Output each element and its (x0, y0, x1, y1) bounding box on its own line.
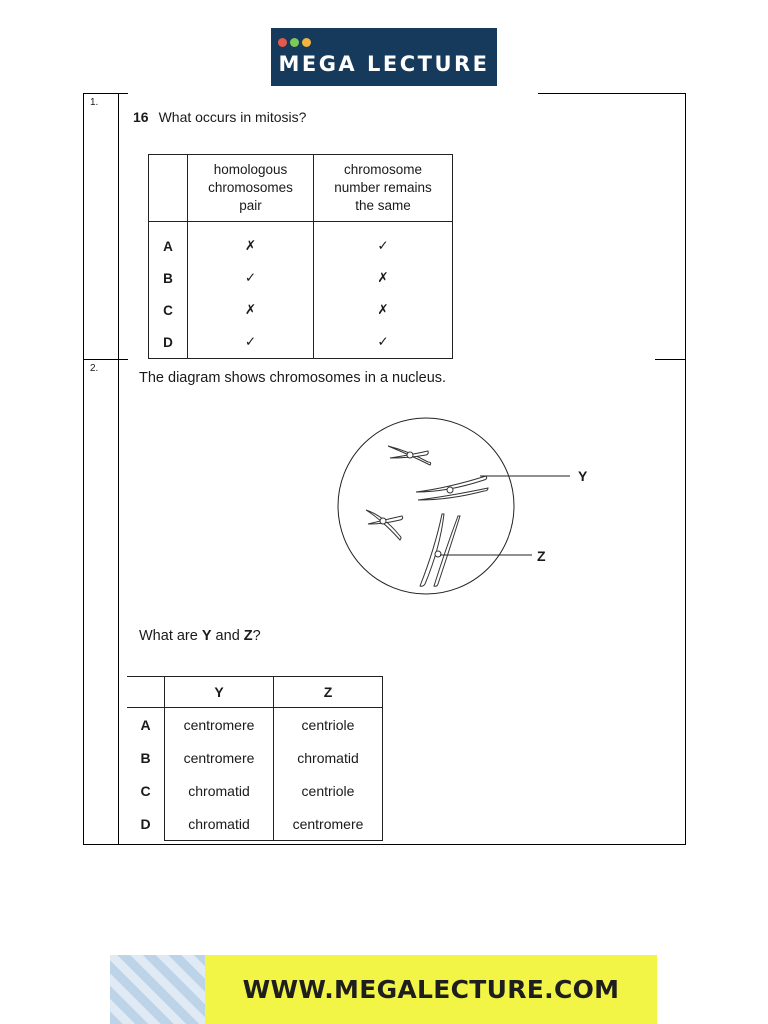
logo-dot-orange (302, 38, 311, 47)
frame-right-border (685, 93, 686, 845)
option-letter: A (140, 716, 151, 733)
logo-dots (278, 38, 311, 47)
table-header-row (149, 155, 453, 222)
frame-number-column-divider (118, 93, 119, 845)
table-row (149, 262, 453, 294)
prompt-part-bold: Y (201, 628, 212, 644)
cell-z: chromatid (274, 741, 383, 774)
question-1-heading (133, 109, 306, 125)
option-letter: D (149, 326, 188, 359)
frame-bottom (83, 844, 686, 845)
cell-y: centromere (165, 741, 274, 774)
table-row (149, 222, 453, 263)
chromosome (366, 446, 488, 586)
header-line: pair (239, 198, 262, 213)
prompt-part-bold: Z (243, 628, 253, 644)
cell-chromosome-number: ✓ (314, 222, 453, 263)
option-letter: C (140, 782, 151, 799)
table-row (149, 294, 453, 326)
nucleus-outline (338, 418, 514, 594)
diagram-label-y: Y (578, 468, 588, 484)
cell-y: chromatid (165, 807, 274, 841)
option-letter: A (149, 222, 188, 263)
logo-dot-green (290, 38, 299, 47)
footer-stripe-decoration (110, 955, 205, 1024)
table-header-row (127, 677, 383, 708)
cell-z: centriole (274, 774, 383, 807)
option-letter: D (140, 815, 151, 832)
mega-lecture-logo (271, 28, 497, 86)
table-header-y: Y (165, 677, 274, 708)
question-1-text: What occurs in mitosis? (158, 109, 307, 125)
cell-homologous: ✓ (188, 262, 314, 294)
logo-wordmark: MEGA LECTURE (278, 52, 490, 76)
cell-y: chromatid (165, 774, 274, 807)
table-header-blank (149, 155, 188, 222)
cell-homologous: ✗ (188, 294, 314, 326)
prompt-part: and (211, 628, 244, 644)
question-2-prompt (139, 628, 261, 644)
cell-y: centromere (165, 708, 274, 742)
cell-chromosome-number: ✗ (314, 294, 453, 326)
frame-row-divider-right (655, 359, 686, 360)
option-letter: C (149, 294, 188, 326)
header-line: chromosome (343, 162, 423, 177)
table-header-homologous (188, 155, 314, 222)
cell-homologous: ✓ (188, 326, 314, 359)
cell-z: centriole (274, 708, 383, 742)
table-header-blank (127, 677, 165, 708)
diagram-label-z: Z (537, 548, 546, 564)
question-1-number: 16 (133, 109, 149, 125)
footer-website-link[interactable]: WWW.MEGALECTURE.COM (242, 975, 620, 1004)
question-2-row-number: 2. (90, 363, 99, 374)
frame-left-border (83, 93, 84, 845)
header-line: number remains (334, 180, 432, 195)
header-line: the same (355, 198, 411, 213)
cell-homologous: ✗ (188, 222, 314, 263)
frame-top-left (83, 93, 128, 94)
frame-top-right (538, 93, 686, 94)
question-2-answer-table (127, 676, 383, 841)
option-letter: B (140, 749, 151, 766)
prompt-part: ? (252, 628, 261, 644)
frame-row-divider-left (83, 359, 128, 360)
question-1-row-number: 1. (90, 97, 99, 108)
table-row (127, 774, 383, 807)
option-letter: B (149, 262, 188, 294)
table-row (127, 741, 383, 774)
cell-z: centromere (274, 807, 383, 841)
table-header-chromosome-number (314, 155, 453, 222)
logo-dot-red (278, 38, 287, 47)
table-row (149, 326, 453, 359)
question-1-answer-table (148, 154, 453, 359)
question-2-intro: The diagram shows chromosomes in a nucleus. (139, 370, 447, 386)
table-row (127, 708, 383, 742)
table-row (127, 807, 383, 841)
header-line: homologous (213, 162, 288, 177)
cell-chromosome-number: ✓ (314, 326, 453, 359)
prompt-part: What are (139, 628, 202, 644)
header-line: chromosomes (208, 180, 293, 195)
cell-chromosome-number: ✗ (314, 262, 453, 294)
table-header-z: Z (274, 677, 383, 708)
nucleus-diagram (330, 408, 570, 608)
